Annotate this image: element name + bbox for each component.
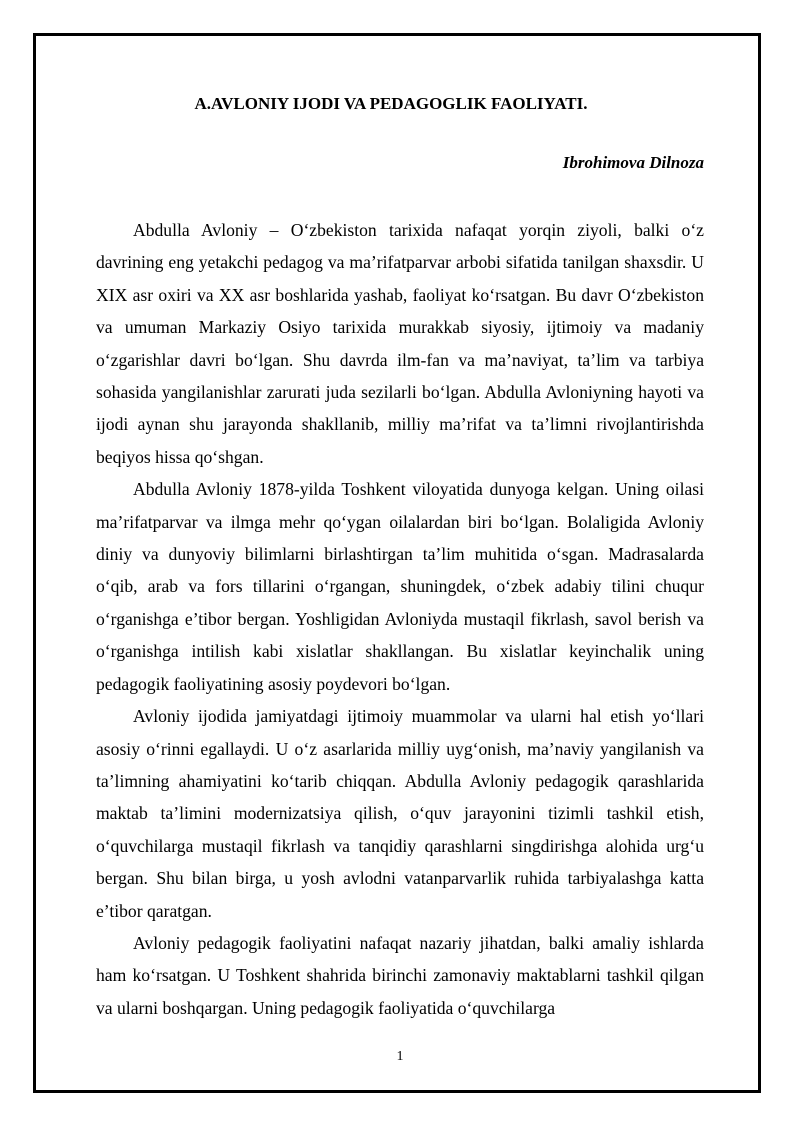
paragraph-3: Avloniy ijodida jamiyatdagi ijtimoiy muammolar va ularni hal etish yo‘llari asosiy o‘rinni egallaydi. U o‘z asarlarida milliy uyg‘onish, ma’naviy yangilanish va ta’limning ahamiyatini ko‘tarib chiqqan. Abdulla Avloniy pedagogik qarashlarida maktab ta’limini modernizatsiya qilish, o‘quv jarayonini tizimli tashkil etish, o‘quvchilarga mustaqil fikrlash va tanqidiy qarashlarni singdirishga alohida urg‘u bergan. Shu bilan birga, u yosh avlodni vatanparvarlik ruhida tarbiyalashga katta e’tibor qaratgan.	[96, 706, 704, 921]
paragraph-4: Avloniy pedagogik faoliyatini nafaqat nazariy jihatdan, balki amaliy ishlarda ham ko‘rsatgan. U Toshkent shahrida birinchi zamonaviy maktablarni tashkil qilgan va ularni boshqargan. Uning pedagogik faoliyatida o‘quvchilarga	[96, 932, 704, 1018]
document-title: A.AVLONIY IJODI VA PEDAGOGLIK FAOLIYATI.	[194, 94, 588, 113]
page-number: 1	[396, 1049, 404, 1064]
body-text	[96, 214, 704, 1024]
paragraph-1: Abdulla Avloniy – O‘zbekiston tarixida nafaqat yorqin ziyoli, balki o‘z davrining eng yetakchi pedagog va ma’rifatparvar arbobi sifatida tanilgan shaxsdir. U XIX asr oxiri va XX asr boshlarida yashab, faoliyat ko‘rsatgan. Bu davr O‘zbekiston va umuman Markaziy Osiyo tarixida murakkab siyosiy, ijtimoiy va madaniy o‘zgarishlar davri bo‘lgan. Shu davrda ilm-fan va ma’naviyat, ta’lim va tarbiya sohasida yangilanishlar zarurati juda sezilarli bo‘lgan. Abdulla Avloniyning hayoti va ijodi aynan shu jarayonda shakllanib, milliy ma’rifat va ta’limni rivojlantirishda beqiyos hissa qo‘shgan.	[96, 220, 704, 467]
author-name: Ibrohimova Dilnoza	[562, 153, 704, 172]
paragraph-2: Abdulla Avloniy 1878-yilda Toshkent viloyatida dunyoga kelgan. Uning oilasi ma’rifatparvar va ilmga mehr qo‘ygan oilalardan biri bo‘lgan. Bolaligida Avloniy diniy va dunyoviy bilimlarni birlashtirgan ta’lim muhitida o‘sgan. Madrasalarda o‘qib, arab va fors tillarini o‘rgangan, shuningdek, o‘zbek adabiy tilini chuqur o‘rganishga e’tibor bergan. Yoshligidan Avloniyda mustaqil fikrlash, savol berish va o‘rganishga intilish kabi xislatlar shakllangan. Bu xislatlar keyinchalik uning pedagogik faoliyatining asosiy poydevori bo‘lgan.	[96, 479, 704, 694]
